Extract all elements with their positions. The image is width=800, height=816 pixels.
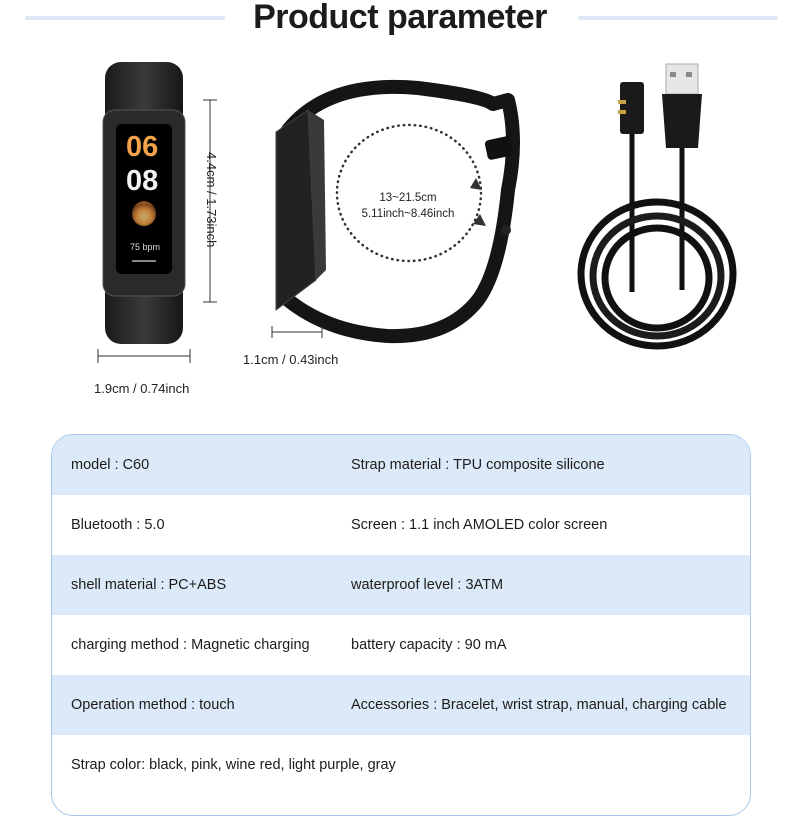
- screen-minute: 08: [126, 165, 159, 197]
- screen-heart-rate: 75 bpm: [130, 242, 161, 252]
- spec-row: [52, 615, 750, 675]
- spec-model: model : C60: [71, 457, 150, 473]
- spec-operation-method: Operation method : touch: [71, 697, 235, 713]
- spec-strap-color: Strap color: black, pink, wine red, light purple, gray: [71, 757, 396, 773]
- thickness-dimension-line: [270, 324, 324, 340]
- height-label: 4.4cm / 1.73inch: [204, 152, 219, 248]
- spec-bluetooth: Bluetooth : 5.0: [71, 517, 165, 533]
- screen-hour: 06: [126, 131, 159, 163]
- spec-row: [52, 675, 750, 735]
- spec-strap-material: Strap material : TPU composite silicone: [351, 457, 605, 473]
- spec-waterproof: waterproof level : 3ATM: [351, 577, 504, 593]
- spec-row: [52, 495, 750, 555]
- circumference-inch: 5.11inch~8.46inch: [361, 208, 455, 220]
- thickness-label: 1.1cm / 0.43inch: [243, 352, 339, 367]
- spec-battery: battery capacity : 90 mA: [351, 637, 507, 653]
- spec-row: [52, 555, 750, 615]
- spec-screen: Screen : 1.1 inch AMOLED color screen: [351, 517, 608, 533]
- spec-charging-method: charging method : Magnetic charging: [71, 637, 310, 653]
- width-label: 1.9cm / 0.74inch: [94, 381, 190, 396]
- spec-shell-material: shell material : PC+ABS: [71, 577, 227, 593]
- charging-cable-image: [570, 62, 745, 352]
- spec-row: [52, 435, 750, 495]
- width-dimension-line: [96, 346, 192, 366]
- band-front-image: [100, 62, 188, 344]
- spec-table: [51, 434, 751, 816]
- spec-accessories: Accessories : Bracelet, wrist strap, manual, charging cable: [351, 697, 727, 713]
- spec-row: [52, 735, 750, 795]
- circumference-cm: 13~21.5cm: [379, 192, 437, 204]
- page-title: Product parameter: [253, 0, 547, 36]
